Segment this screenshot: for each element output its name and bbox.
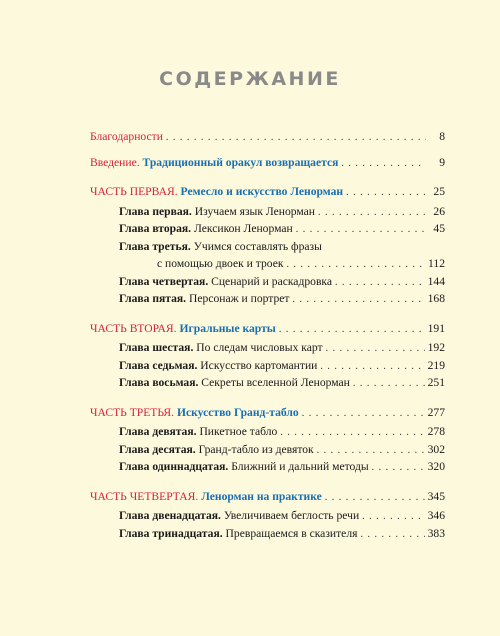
page-number: 277 [427, 405, 445, 419]
chapter-title: Лексикон Ленорман [193, 222, 293, 235]
toc-entry-chapter-8[interactable] [119, 374, 445, 392]
chapter-title: Увеличиваем беглость речи [223, 509, 360, 522]
toc-entry-part-1[interactable] [90, 183, 445, 201]
entry-title: Игральные карты [179, 321, 276, 335]
dot-leader [302, 405, 425, 423]
chapter-label: Глава тринадцатая. [119, 526, 223, 540]
dot-leader [353, 375, 425, 393]
toc-entry-chapter-1[interactable] [119, 203, 445, 221]
entry-title: Искусство Гранд-табло [176, 405, 299, 419]
entry-label: ЧАСТЬ ПЕРВАЯ. [90, 185, 178, 198]
dot-leader [360, 526, 424, 544]
chapter-label: Глава пятая. [119, 292, 187, 305]
chapter-label: Глава одиннадцатая. [119, 460, 229, 473]
entry-label: ЧАСТЬ ВТОРАЯ. [90, 321, 177, 335]
page-number: 302 [427, 442, 445, 456]
page-number: 278 [427, 425, 445, 438]
dot-leader [318, 204, 426, 222]
dot-leader [362, 508, 424, 526]
dot-leader [286, 256, 425, 274]
chapter-title: Секреты вселенной Ленорман [201, 376, 350, 389]
page-number: 26 [433, 204, 445, 218]
page-number: 112 [428, 257, 445, 270]
dot-leader [280, 424, 424, 442]
toc-entry-chapter-13[interactable] [119, 525, 445, 543]
toc-entry-part-4[interactable] [90, 488, 445, 506]
entry-label: Введение. [90, 155, 140, 169]
toc-entry-introduction[interactable] [90, 154, 445, 172]
chapter-label: Глава седьмая. [119, 358, 198, 372]
chapter-title: Ближний и дальний методы [231, 460, 369, 473]
chapter-label: Глава вторая. [119, 222, 192, 235]
chapter-label: Глава девятая. [119, 425, 197, 438]
chapter-label: Глава четвертая. [119, 274, 209, 288]
chapter-title: Превращаемся в сказителя [225, 526, 358, 540]
table-of-contents [0, 128, 500, 542]
page-title: СОДЕРЖАНИЕ [159, 68, 341, 90]
page-number: 8 [439, 130, 445, 143]
toc-entry-acknowledgements[interactable] [90, 128, 445, 146]
dot-leader [292, 291, 424, 309]
toc-entry-chapter-12[interactable] [119, 507, 445, 525]
entry-title: Ремесло и искусство Ленорман [180, 185, 344, 198]
chapter-label: Глава восьмая. [119, 376, 199, 389]
page-number: 45 [433, 222, 445, 235]
dot-leader [335, 274, 425, 292]
chapter-title: По следам числовых карт [196, 341, 323, 354]
dot-leader [166, 129, 426, 147]
dot-leader [372, 459, 425, 477]
chapter-title-continued: с помощью двоек и троек [157, 257, 284, 270]
toc-entry-chapter-2[interactable] [119, 220, 445, 238]
dot-leader [317, 442, 425, 460]
toc-entry-chapter-6[interactable] [119, 339, 445, 357]
page-number: 345 [427, 489, 445, 503]
page-number: 346 [427, 509, 445, 522]
chapter-label: Глава шестая. [119, 341, 194, 354]
chapter-title: Сценарий и раскадровка [211, 274, 333, 288]
dot-leader [296, 221, 426, 239]
page-number: 383 [427, 526, 445, 540]
page-number: 320 [427, 460, 445, 473]
page-number: 192 [427, 341, 445, 354]
page-number: 191 [427, 321, 445, 335]
toc-entry-chapter-7[interactable] [119, 357, 445, 375]
chapter-title: Персонаж и портрет [189, 292, 290, 305]
toc-entry-chapter-4[interactable] [119, 273, 445, 291]
chapter-label: Глава десятая. [119, 442, 196, 456]
page-number: 219 [427, 358, 445, 372]
toc-entry-chapter-10[interactable] [119, 441, 445, 459]
toc-entry-chapter-3-continuation[interactable] [119, 255, 445, 273]
chapter-title: Искусство картомантии [200, 358, 318, 372]
toc-entry-chapter-9[interactable] [119, 423, 445, 441]
page-number: 9 [439, 155, 445, 169]
page-number: 144 [427, 274, 445, 288]
toc-entry-part-3[interactable] [90, 404, 445, 422]
entry-title: Традиционный оракул возвращается [142, 155, 339, 169]
page-number: 25 [433, 185, 445, 198]
dot-leader [325, 489, 425, 507]
page-number: 251 [427, 376, 445, 389]
entry-title: Ленорман на практике [201, 489, 322, 503]
chapter-title: Гранд-табло из девяток [198, 442, 314, 456]
toc-entry-chapter-11[interactable] [119, 458, 445, 476]
page-number: 168 [427, 292, 445, 305]
toc-entry-chapter-3[interactable] [119, 238, 445, 256]
dot-leader [279, 321, 425, 339]
chapter-label: Глава третья. [119, 239, 191, 253]
toc-entry-chapter-5[interactable] [119, 290, 445, 308]
chapter-title: Пикетное табло [199, 425, 278, 438]
dot-leader [326, 340, 425, 358]
dot-leader [341, 155, 426, 173]
entry-label: ЧАСТЬ ЧЕТВЕРТАЯ. [90, 489, 199, 503]
chapter-label: Глава первая. [119, 204, 192, 218]
toc-entry-part-2[interactable] [90, 320, 445, 338]
chapter-label: Глава двенадцатая. [119, 509, 221, 522]
chapter-title: Учимся составлять фразы [193, 239, 322, 253]
chapter-title: Изучаем язык Ленорман [194, 204, 316, 218]
entry-label: ЧАСТЬ ТРЕТЬЯ. [90, 405, 175, 419]
dot-leader [346, 184, 426, 202]
dot-leader [320, 358, 424, 376]
entry-label: Благодарности [90, 130, 163, 143]
